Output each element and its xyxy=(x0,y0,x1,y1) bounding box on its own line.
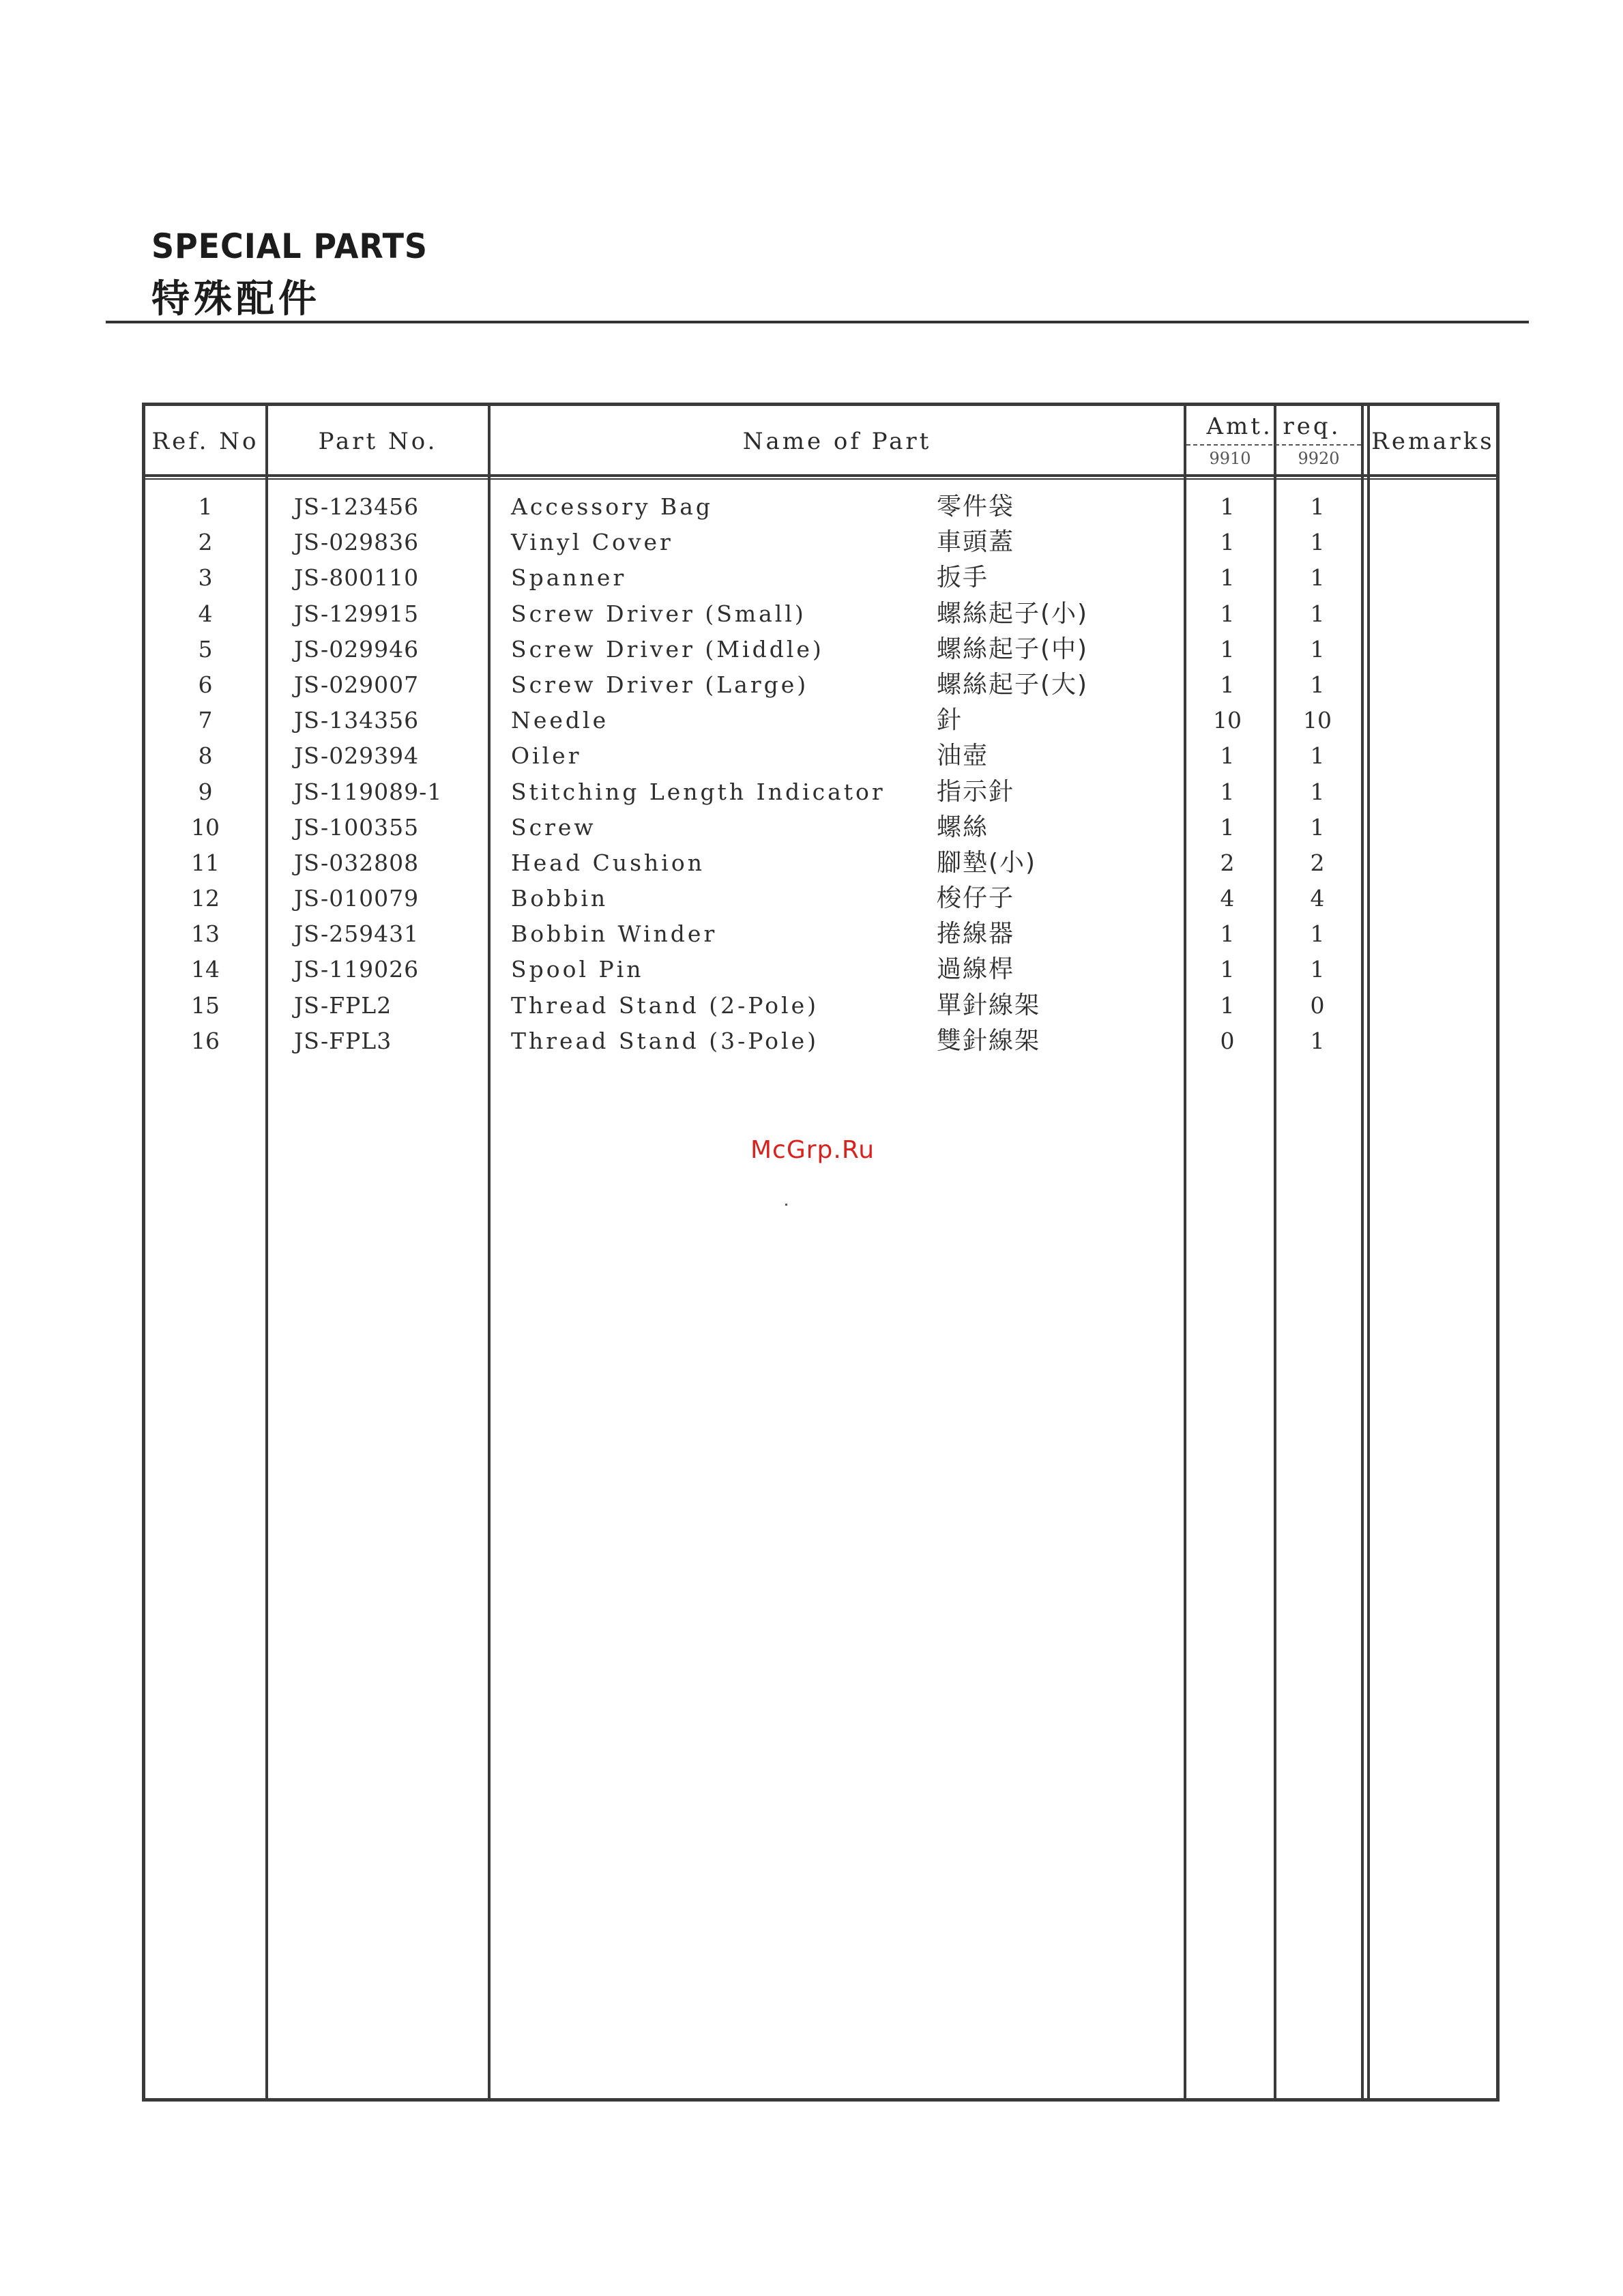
cell-part-no: JS-032808 xyxy=(294,849,420,876)
cell-qty-9910: 2 xyxy=(1220,849,1235,876)
table-row xyxy=(145,596,1496,632)
cell-name-zh: 螺絲起子(小) xyxy=(937,599,1089,628)
cell-qty-9920: 10 xyxy=(1303,707,1332,734)
header-rule xyxy=(145,474,1496,477)
table-row xyxy=(145,916,1496,952)
cell-name: Thread Stand (3-Pole) xyxy=(511,1027,819,1054)
cell-ref: 2 xyxy=(198,529,213,556)
cell-qty-9920: 1 xyxy=(1310,956,1325,983)
cell-qty-9910: 1 xyxy=(1220,920,1235,948)
cell-qty-9910: 4 xyxy=(1220,885,1235,912)
header-part-no: Part No. xyxy=(318,428,438,455)
cell-part-no: JS-029946 xyxy=(294,635,420,663)
cell-ref: 12 xyxy=(191,885,220,912)
cell-ref: 3 xyxy=(198,564,213,592)
header-ref-no: Ref. No xyxy=(151,428,259,455)
table-row xyxy=(145,525,1496,560)
cell-name: Vinyl Cover xyxy=(511,529,673,556)
cell-name: Needle xyxy=(511,707,609,734)
cell-name-zh: 螺絲起子(大) xyxy=(937,670,1089,699)
cell-part-no: JS-029394 xyxy=(294,742,420,770)
cell-name-zh: 油壺 xyxy=(937,742,989,770)
cell-name: Screw xyxy=(511,813,596,841)
cell-qty-9920: 1 xyxy=(1310,778,1325,805)
cell-part-no: JS-029836 xyxy=(294,529,420,556)
cell-part-no: JS-119089-1 xyxy=(294,778,443,805)
cell-name: Screw Driver (Middle) xyxy=(511,635,824,663)
table-row xyxy=(145,845,1496,881)
table-row xyxy=(145,1023,1496,1059)
cell-qty-9910: 1 xyxy=(1220,778,1235,805)
cell-qty-9920: 1 xyxy=(1310,529,1325,556)
cell-name: Thread Stand (2-Pole) xyxy=(511,991,819,1019)
cell-qty-9910: 1 xyxy=(1220,813,1235,841)
cell-qty-9920: 1 xyxy=(1310,813,1325,841)
cell-qty-9920: 1 xyxy=(1310,564,1325,592)
cell-qty-9910: 1 xyxy=(1220,671,1235,698)
cell-name: Bobbin xyxy=(511,885,609,912)
cell-ref: 7 xyxy=(198,707,213,734)
cell-part-no: JS-123456 xyxy=(294,493,420,520)
cell-name: Accessory Bag xyxy=(511,493,714,520)
cell-part-no: JS-FPL3 xyxy=(294,1027,392,1054)
header-remarks: Remarks xyxy=(1371,428,1495,455)
page-heading-en: SPECIAL PARTS xyxy=(151,227,428,266)
cell-part-no: JS-100355 xyxy=(294,813,420,841)
scan-speck xyxy=(785,1204,787,1206)
cell-qty-9920: 4 xyxy=(1310,885,1325,912)
cell-name-zh: 車頭蓋 xyxy=(937,528,1015,557)
cell-part-no: JS-029007 xyxy=(294,671,420,698)
cell-name-zh: 螺絲起子(中) xyxy=(937,635,1089,663)
table-row xyxy=(145,952,1496,987)
cell-qty-9910: 1 xyxy=(1220,742,1235,770)
cell-ref: 6 xyxy=(198,671,213,698)
cell-part-no: JS-134356 xyxy=(294,707,420,734)
cell-name-zh: 指示針 xyxy=(937,777,1015,806)
cell-part-no: JS-129915 xyxy=(294,600,420,627)
cell-part-no: JS-010079 xyxy=(294,885,420,912)
cell-qty-9910: 10 xyxy=(1213,707,1242,734)
cell-name: Spool Pin xyxy=(511,956,644,983)
cell-qty-9910: 1 xyxy=(1220,991,1235,1019)
cell-ref: 11 xyxy=(191,849,220,876)
cell-ref: 15 xyxy=(191,991,220,1019)
cell-name-zh: 針 xyxy=(937,706,963,735)
table-body xyxy=(145,489,1496,1059)
cell-ref: 8 xyxy=(198,742,213,770)
cell-name: Screw Driver (Large) xyxy=(511,671,809,698)
table-row xyxy=(145,738,1496,774)
table-row xyxy=(145,774,1496,810)
cell-name-zh: 單針線架 xyxy=(937,991,1041,1019)
table-row xyxy=(145,988,1496,1023)
cell-ref: 5 xyxy=(198,635,213,663)
cell-name: Screw Driver (Small) xyxy=(511,600,806,627)
cell-ref: 10 xyxy=(191,813,220,841)
cell-ref: 14 xyxy=(191,956,220,983)
cell-name-zh: 腳墊(小) xyxy=(937,848,1037,877)
cell-part-no: JS-800110 xyxy=(294,564,420,592)
cell-qty-9920: 1 xyxy=(1310,635,1325,663)
cell-part-no: JS-259431 xyxy=(294,920,420,948)
table-row xyxy=(145,489,1496,525)
heading-rule xyxy=(106,321,1529,323)
cell-qty-9910: 1 xyxy=(1220,564,1235,592)
cell-name-zh: 捲線器 xyxy=(937,920,1015,948)
cell-qty-9920: 1 xyxy=(1310,493,1325,520)
header-amt-req: Amt. req. xyxy=(1206,413,1341,440)
cell-name-zh: 過線桿 xyxy=(937,955,1015,984)
cell-ref: 1 xyxy=(198,493,213,520)
header-model-9910: 9910 xyxy=(1209,449,1251,468)
amt-subrule xyxy=(1186,444,1361,446)
cell-part-no: JS-119026 xyxy=(294,956,420,983)
header-rule xyxy=(145,478,1496,480)
cell-ref: 16 xyxy=(191,1027,220,1054)
header-model-9920: 9920 xyxy=(1298,449,1340,468)
watermark-text[interactable]: McGrp.Ru xyxy=(750,1136,875,1164)
cell-qty-9920: 1 xyxy=(1310,920,1325,948)
cell-name-zh: 梭仔子 xyxy=(937,884,1015,913)
cell-name: Spanner xyxy=(511,564,627,592)
cell-qty-9920: 2 xyxy=(1310,849,1325,876)
cell-name: Oiler xyxy=(511,742,582,770)
page-heading-zh: 特殊配件 xyxy=(151,277,321,321)
cell-ref: 9 xyxy=(198,778,213,805)
cell-qty-9920: 1 xyxy=(1310,1027,1325,1054)
cell-qty-9920: 1 xyxy=(1310,671,1325,698)
cell-name: Head Cushion xyxy=(511,849,705,876)
cell-qty-9910: 1 xyxy=(1220,600,1235,627)
table-row xyxy=(145,810,1496,845)
cell-ref: 13 xyxy=(191,920,220,948)
cell-name: Bobbin Winder xyxy=(511,920,718,948)
cell-qty-9910: 0 xyxy=(1220,1027,1235,1054)
cell-ref: 4 xyxy=(198,600,213,627)
header-name-of-part: Name of Part xyxy=(742,428,932,455)
cell-part-no: JS-FPL2 xyxy=(294,991,392,1019)
cell-qty-9920: 0 xyxy=(1310,991,1325,1019)
cell-qty-9910: 1 xyxy=(1220,493,1235,520)
cell-name-zh: 零件袋 xyxy=(937,493,1015,521)
cell-name: Stitching Length Indicator xyxy=(511,778,886,805)
parts-table xyxy=(142,403,1500,2102)
table-row xyxy=(145,632,1496,667)
cell-qty-9920: 1 xyxy=(1310,742,1325,770)
table-row xyxy=(145,560,1496,596)
cell-qty-9910: 1 xyxy=(1220,529,1235,556)
cell-name-zh: 螺絲 xyxy=(937,813,989,841)
cell-name-zh: 雙針線架 xyxy=(937,1026,1041,1055)
cell-qty-9910: 1 xyxy=(1220,956,1235,983)
cell-qty-9910: 1 xyxy=(1220,635,1235,663)
table-row xyxy=(145,703,1496,738)
cell-name-zh: 扳手 xyxy=(937,564,989,592)
cell-qty-9920: 1 xyxy=(1310,600,1325,627)
table-row xyxy=(145,667,1496,703)
table-row xyxy=(145,881,1496,916)
